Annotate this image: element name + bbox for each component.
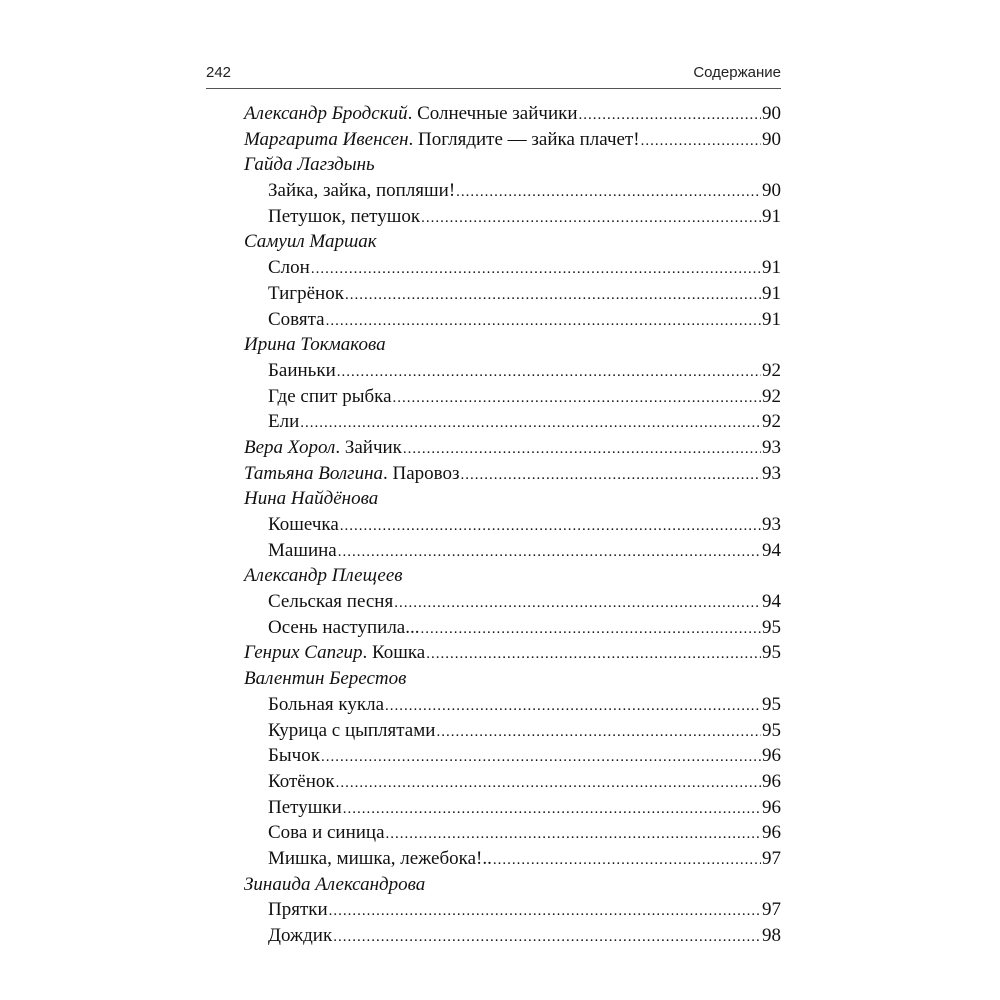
- work-title: Тигрёнок: [268, 282, 344, 304]
- work-title: Мишка, мишка, лежебока!..: [268, 847, 492, 869]
- toc-author-heading: [244, 563, 781, 589]
- page-ref: 91: [762, 257, 781, 279]
- work-title: Петушок, петушок: [268, 205, 421, 227]
- page-ref: 95: [762, 616, 781, 638]
- toc-author-heading: [244, 229, 781, 255]
- author-name: Маргарита Ивенсен: [244, 128, 409, 150]
- dot-leader: [385, 694, 761, 720]
- dot-leader: [426, 642, 761, 668]
- dot-leader: [641, 129, 761, 155]
- work-title: Слон: [268, 257, 310, 279]
- dot-leader: [321, 745, 761, 771]
- dot-leader: [343, 797, 761, 823]
- section-title: Содержание: [693, 64, 781, 81]
- dot-leader: [386, 822, 761, 848]
- toc-entry: [244, 127, 781, 153]
- dot-leader: [493, 848, 761, 874]
- dot-leader: [456, 180, 761, 206]
- toc-entry: [244, 846, 781, 872]
- toc-author-heading: [244, 666, 781, 692]
- dot-leader: [436, 720, 761, 746]
- work-title: Баиньки: [268, 359, 336, 381]
- toc-entry: [244, 743, 781, 769]
- dot-leader: [300, 411, 761, 437]
- author-name: Зинаида Александрова: [244, 873, 426, 895]
- dot-leader: [333, 925, 761, 951]
- page-ref: 95: [762, 719, 781, 741]
- toc-author-heading: [244, 872, 781, 898]
- work-title: Зайчик: [344, 436, 402, 458]
- page-ref: 92: [762, 359, 781, 381]
- page-ref: 96: [762, 745, 781, 767]
- page-ref: 90: [762, 103, 781, 124]
- dot-leader: [329, 899, 761, 925]
- page-ref: 90: [762, 128, 781, 150]
- work-title: Дождик: [268, 925, 333, 946]
- toc-entry: [244, 435, 781, 461]
- work-title: Сельская песня: [268, 591, 394, 613]
- page-ref: 98: [762, 925, 781, 946]
- author-title-separator: .: [407, 103, 418, 124]
- work-title: Солнечные зайчики: [417, 103, 578, 124]
- toc-author-heading: [244, 332, 781, 358]
- work-title: Машина: [268, 539, 337, 561]
- toc-entry: [244, 358, 781, 384]
- toc-entry: [244, 640, 781, 666]
- dot-leader: [311, 257, 761, 283]
- header-rule: [206, 88, 781, 89]
- page-ref: 94: [762, 539, 781, 561]
- toc-entry: [244, 178, 781, 204]
- author-name: Генрих Сапгир: [244, 642, 363, 664]
- dot-leader: [393, 386, 761, 412]
- author-name: Вера Хорол: [244, 436, 336, 458]
- dot-leader: [394, 591, 761, 617]
- toc-entry: [244, 307, 781, 333]
- author-title-separator: .: [362, 642, 372, 664]
- work-title: Зайка, зайка, попляши!: [268, 180, 456, 202]
- work-title: Петушки: [268, 796, 342, 818]
- work-title: Поглядите — зайка плачет!: [418, 128, 640, 150]
- toc-entry: [244, 589, 781, 615]
- work-title: Осень наступила...: [268, 616, 420, 638]
- page-ref: 96: [762, 796, 781, 818]
- toc-author-heading: [244, 152, 781, 178]
- toc-entry: [244, 897, 781, 923]
- work-title: Кошка: [372, 642, 426, 664]
- work-title: Прятки: [268, 899, 328, 921]
- author-name: Александр Бродский: [244, 103, 408, 124]
- page-ref: 91: [762, 308, 781, 330]
- dot-leader: [337, 360, 761, 386]
- page-ref: 91: [762, 205, 781, 227]
- dot-leader: [345, 283, 761, 309]
- work-title: Курица с цыплятами: [268, 719, 436, 741]
- author-name: Нина Найдёнова: [244, 488, 379, 510]
- author-name: Александр Плещеев: [244, 565, 403, 587]
- toc-entry: [244, 409, 781, 435]
- work-title: Больная кукла: [268, 693, 385, 715]
- page-ref: 94: [762, 591, 781, 613]
- work-title: Котёнок: [268, 770, 335, 792]
- page-ref: 96: [762, 822, 781, 844]
- page-ref: 91: [762, 282, 781, 304]
- work-title: Бычок: [268, 745, 320, 767]
- page-ref: 95: [762, 693, 781, 715]
- work-title: Кошечка: [268, 514, 339, 535]
- dot-leader: [336, 771, 761, 797]
- page-ref: 96: [762, 770, 781, 792]
- work-title: Совята: [268, 308, 325, 330]
- toc-entry: [244, 718, 781, 744]
- page-ref: 93: [762, 436, 781, 458]
- toc-entry: [244, 512, 781, 538]
- dot-leader: [421, 206, 761, 232]
- dot-leader: [403, 437, 761, 463]
- author-name: Ирина Токмакова: [244, 334, 386, 356]
- page-ref: 97: [762, 899, 781, 921]
- author-title-separator: .: [408, 128, 419, 150]
- author-title-separator: .: [383, 462, 393, 484]
- page-ref: 92: [762, 385, 781, 407]
- toc-entry: [244, 255, 781, 281]
- work-title: Сова и синица: [268, 822, 385, 844]
- toc-author-heading: [244, 486, 781, 512]
- page-ref: 90: [762, 180, 781, 202]
- page-ref: 93: [762, 514, 781, 535]
- page-number: 242: [206, 64, 232, 81]
- toc-entry: [244, 538, 781, 564]
- author-name: Самуил Маршак: [244, 231, 377, 253]
- toc-entry: [244, 923, 781, 949]
- toc-entry: [244, 461, 781, 487]
- dot-leader: [338, 540, 761, 566]
- toc-entry: [244, 795, 781, 821]
- toc-entry: [244, 384, 781, 410]
- toc-entry: [244, 615, 781, 641]
- work-title: Паровоз: [392, 462, 460, 484]
- page-ref: 92: [762, 411, 781, 433]
- author-title-separator: .: [335, 436, 345, 458]
- dot-leader: [326, 309, 761, 335]
- dot-leader: [340, 514, 761, 540]
- toc-entry: [244, 769, 781, 795]
- author-name: Татьяна Волгина: [244, 462, 384, 484]
- dot-leader: [461, 463, 761, 489]
- page-ref: 93: [762, 462, 781, 484]
- table-of-contents: [244, 101, 781, 949]
- author-name: Гайда Лагздынь: [244, 154, 375, 176]
- toc-entry: [244, 820, 781, 846]
- running-header: [206, 60, 781, 86]
- toc-entry: [244, 281, 781, 307]
- work-title: Где спит рыбка: [268, 385, 392, 407]
- dot-leader: [579, 103, 761, 129]
- toc-entry: [244, 101, 781, 127]
- work-title: Ели: [268, 411, 300, 433]
- toc-entry: [244, 692, 781, 718]
- dot-leader: [421, 617, 762, 643]
- toc-entry: [244, 204, 781, 230]
- page-ref: 97: [762, 847, 781, 869]
- page-ref: 95: [762, 642, 781, 664]
- author-name: Валентин Берестов: [244, 668, 407, 690]
